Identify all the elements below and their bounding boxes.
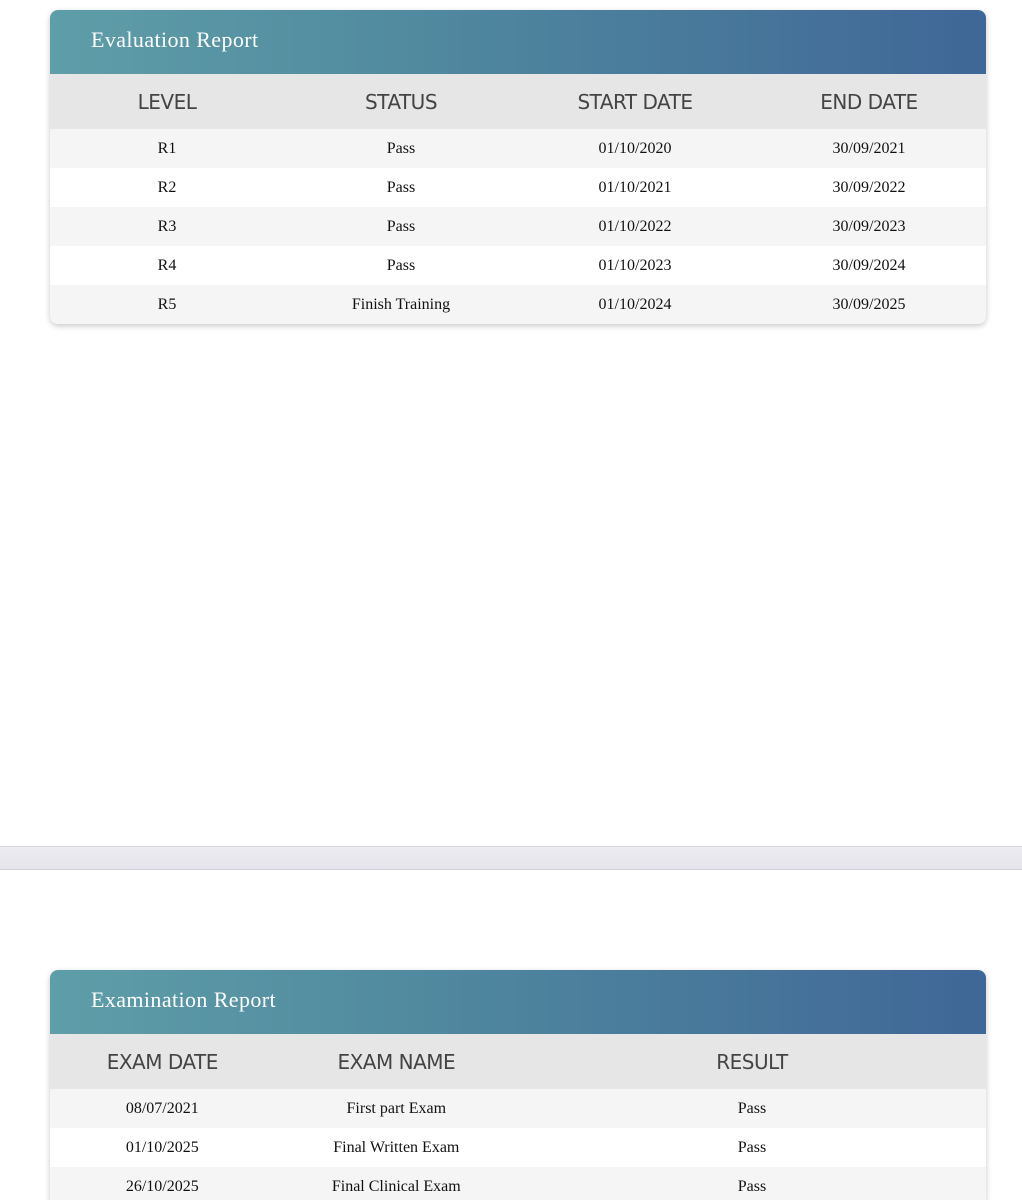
cell-status: Pass [284, 168, 518, 207]
table-row [50, 1167, 986, 1200]
examination-report-title: Examination Report [50, 970, 986, 1034]
cell-end-date: 30/09/2025 [752, 285, 986, 324]
table-row [50, 1128, 986, 1167]
cell-result: Pass [518, 1128, 986, 1167]
cell-exam-date: 08/07/2021 [50, 1089, 275, 1128]
cell-exam-date: 01/10/2025 [50, 1128, 275, 1167]
cell-end-date: 30/09/2023 [752, 207, 986, 246]
cell-exam-date: 26/10/2025 [50, 1167, 275, 1200]
cell-exam-name: First part Exam [275, 1089, 518, 1128]
evaluation-table [50, 74, 986, 324]
cell-end-date: 30/09/2024 [752, 246, 986, 285]
cell-start-date: 01/10/2022 [518, 207, 752, 246]
table-row [50, 285, 986, 324]
examination-table [50, 1034, 986, 1200]
column-header-status: STATUS [284, 74, 518, 129]
cell-status: Pass [284, 129, 518, 168]
cell-status: Pass [284, 207, 518, 246]
cell-level: R4 [50, 246, 284, 285]
table-row [50, 129, 986, 168]
cell-start-date: 01/10/2021 [518, 168, 752, 207]
cell-end-date: 30/09/2021 [752, 129, 986, 168]
table-row [50, 168, 986, 207]
cell-start-date: 01/10/2023 [518, 246, 752, 285]
table-row [50, 207, 986, 246]
column-header-result: RESULT [518, 1034, 986, 1089]
page-divider [0, 846, 1022, 870]
table-row [50, 246, 986, 285]
cell-start-date: 01/10/2020 [518, 129, 752, 168]
examination-report-card [50, 970, 986, 1200]
evaluation-report-title: Evaluation Report [50, 10, 986, 74]
cell-end-date: 30/09/2022 [752, 168, 986, 207]
cell-level: R1 [50, 129, 284, 168]
evaluation-report-card [50, 10, 986, 324]
table-row [50, 1089, 986, 1128]
column-header-end-date: END DATE [752, 74, 986, 129]
cell-level: R3 [50, 207, 284, 246]
cell-status: Finish Training [284, 285, 518, 324]
cell-result: Pass [518, 1089, 986, 1128]
cell-level: R2 [50, 168, 284, 207]
column-header-exam-date: EXAM DATE [50, 1034, 275, 1089]
column-header-start-date: START DATE [518, 74, 752, 129]
cell-status: Pass [284, 246, 518, 285]
cell-exam-name: Final Written Exam [275, 1128, 518, 1167]
column-header-exam-name: EXAM NAME [275, 1034, 518, 1089]
evaluation-table-header [50, 74, 986, 129]
examination-table-header [50, 1034, 986, 1089]
column-header-level: LEVEL [50, 74, 284, 129]
cell-exam-name: Final Clinical Exam [275, 1167, 518, 1200]
cell-level: R5 [50, 285, 284, 324]
cell-result: Pass [518, 1167, 986, 1200]
cell-start-date: 01/10/2024 [518, 285, 752, 324]
